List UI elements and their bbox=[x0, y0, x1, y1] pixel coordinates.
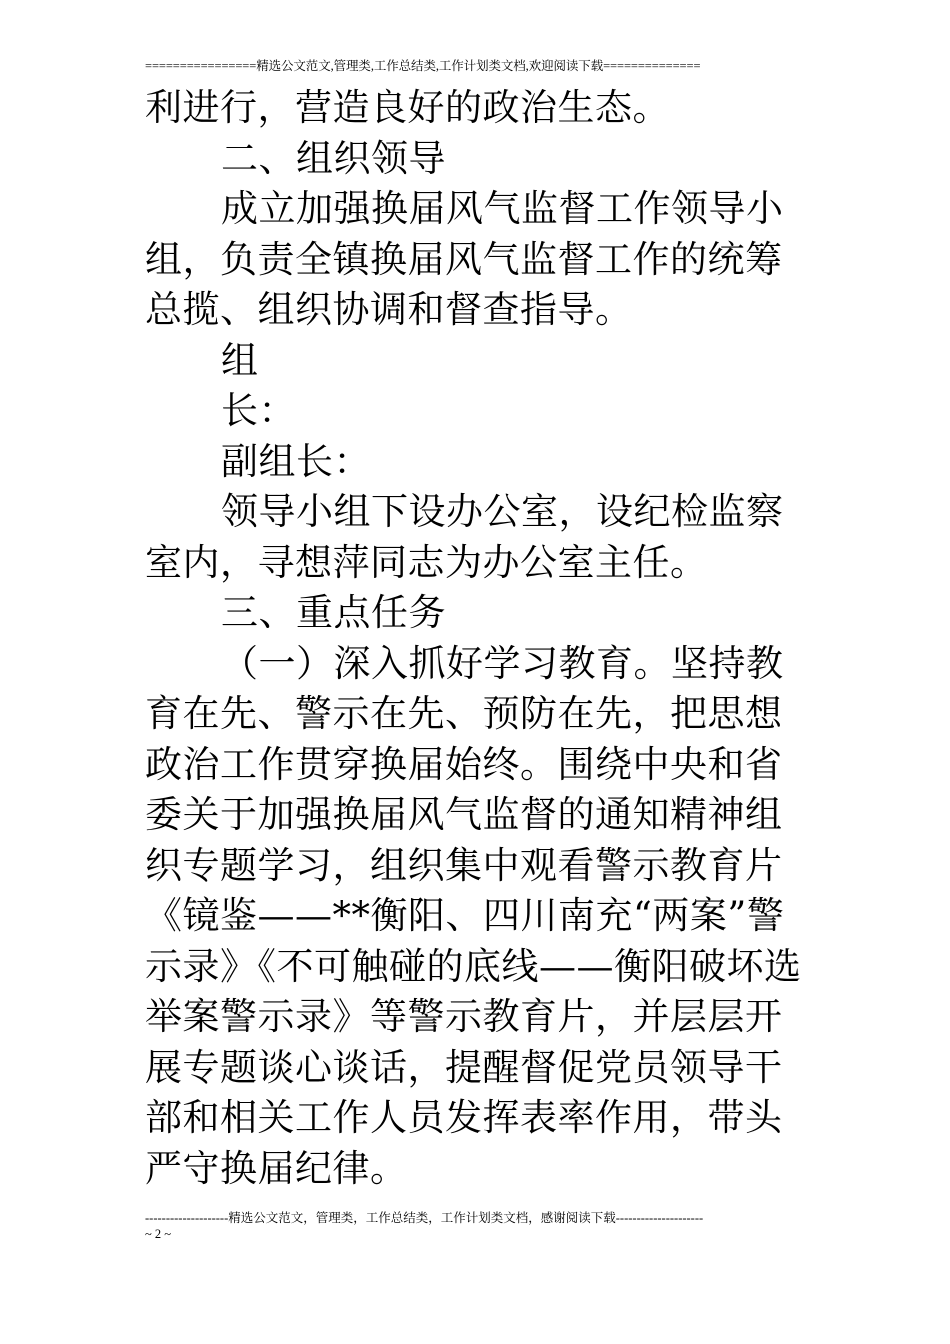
page-footer: --------------------精选公文范文，管理类，工作总结类，工作计划类文档，感谢阅读下载--------------------- bbox=[145, 1211, 704, 1225]
document-body bbox=[145, 83, 805, 1194]
paragraph-education: （一）深入抓好学习教育。坚持教育在先、警示在先、预防在先，把思想政治工作贯穿换届始终。围绕中央和省委关于加强换届风气监督的通知精神组织专题学习，组织集中观看警示教育片《镜鉴——**衡阳、四川南充“两案”警示录》《不可触碰的底线——衡阳破坏选举案警示录》等警示教育片，并层层开展专题谈心谈话，提醒督促党员领导干部和相关工作人员发挥表率作用，带头严守换届纪律。 bbox=[145, 641, 802, 1190]
page-number: ~ 2 ~ bbox=[145, 1227, 172, 1241]
paragraph-office: 领导小组下设办公室，设纪检监察室内，寻想萍同志为办公室主任。 bbox=[145, 490, 784, 584]
section-heading-key-tasks: 三、重点任务 bbox=[221, 591, 446, 634]
group-leader-label-cont: 长： bbox=[221, 389, 296, 432]
deputy-leader-label: 副组长： bbox=[221, 439, 371, 483]
section-heading-organization: 二、组织领导 bbox=[221, 136, 446, 180]
group-leader-label: 组 bbox=[221, 338, 259, 382]
page-header: ================精选公文范文,管理类,工作总结类,工作计划类文档,欢迎阅读下载============== bbox=[145, 59, 701, 73]
paragraph-leading-group: 成立加强换届风气监督工作领导小组，负责全镇换届风气监督工作的统筹总揽、组织协调和督查指导。 bbox=[145, 187, 784, 331]
paragraph-continuation: 利进行，营造良好的政治生态。 bbox=[145, 86, 670, 129]
